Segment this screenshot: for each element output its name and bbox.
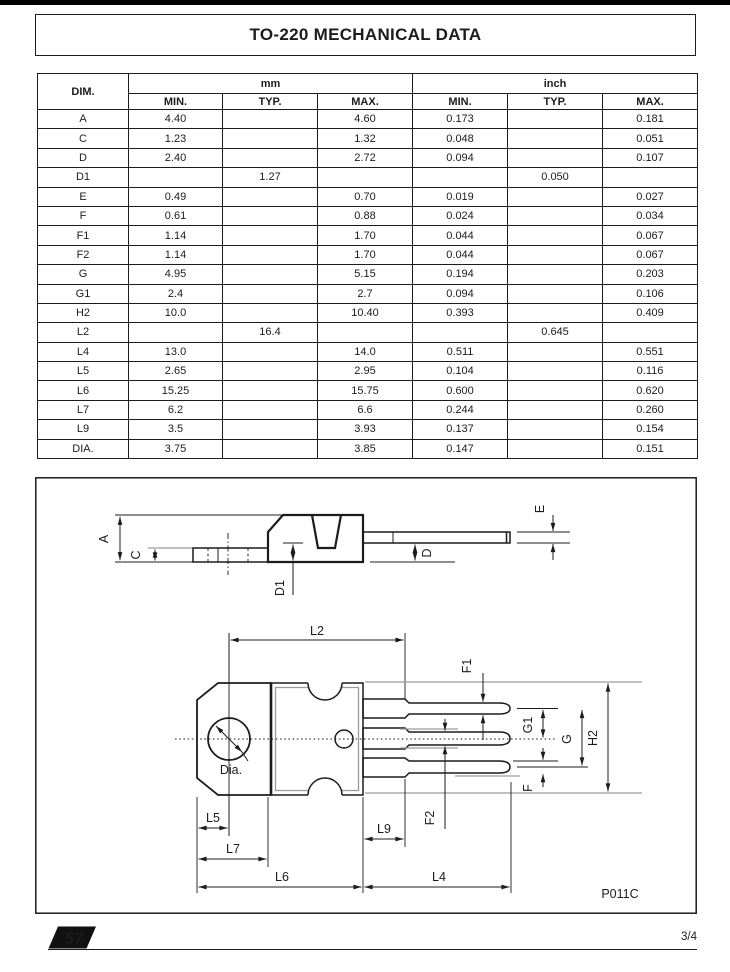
- side-lead: [363, 532, 510, 543]
- dim-label-l4: L4: [432, 870, 446, 884]
- value-cell: [223, 303, 318, 322]
- value-cell: 15.75: [318, 381, 413, 400]
- value-cell: [508, 148, 603, 167]
- value-cell: [223, 226, 318, 245]
- dim-cell: DIA.: [38, 439, 129, 458]
- to220-outline-drawing: [35, 477, 697, 914]
- page-top-border: [0, 0, 730, 5]
- value-cell: 0.051: [603, 129, 698, 148]
- table-row: [38, 303, 698, 322]
- dim-cell: F: [38, 206, 129, 225]
- value-cell: 0.044: [413, 226, 508, 245]
- table-row: [38, 381, 698, 400]
- value-cell: 14.0: [318, 342, 413, 361]
- value-cell: [223, 342, 318, 361]
- table-row: [38, 226, 698, 245]
- value-cell: [508, 245, 603, 264]
- st-logo-glyph: 57: [64, 929, 84, 948]
- dim-label-d: D: [420, 548, 434, 558]
- front-body-inner-line: [276, 688, 359, 791]
- value-cell: 2.95: [318, 362, 413, 381]
- table-row: [38, 323, 698, 342]
- value-cell: [508, 129, 603, 148]
- side-body-notch: [312, 515, 341, 548]
- dim-label-f: F: [521, 784, 535, 792]
- value-cell: 2.4: [129, 284, 223, 303]
- col-header-inch: inch: [413, 74, 698, 94]
- value-cell: [508, 284, 603, 303]
- value-cell: 0.600: [413, 381, 508, 400]
- value-cell: [413, 323, 508, 342]
- value-cell: [223, 129, 318, 148]
- value-cell: [508, 187, 603, 206]
- value-cell: 5.15: [318, 265, 413, 284]
- value-cell: 0.050: [508, 168, 603, 187]
- value-cell: [508, 420, 603, 439]
- dim-cell: L6: [38, 381, 129, 400]
- dim-cell: F2: [38, 245, 129, 264]
- value-cell: 0.151: [603, 439, 698, 458]
- table-row: [38, 206, 698, 225]
- value-cell: [223, 265, 318, 284]
- value-cell: 0.067: [603, 245, 698, 264]
- value-cell: 0.034: [603, 206, 698, 225]
- value-cell: [129, 168, 223, 187]
- dim-label-l9: L9: [377, 822, 391, 836]
- value-cell: 2.72: [318, 148, 413, 167]
- dim-label-h2: H2: [586, 730, 600, 746]
- col-header-min-mm: MIN.: [129, 94, 223, 110]
- front-view: [175, 624, 642, 893]
- dim-label-f2: F2: [423, 810, 437, 826]
- lead-1: [363, 699, 510, 718]
- value-cell: [508, 303, 603, 322]
- value-cell: [603, 323, 698, 342]
- value-cell: 1.32: [318, 129, 413, 148]
- value-cell: 0.137: [413, 420, 508, 439]
- value-cell: 0.244: [413, 400, 508, 419]
- dim-cell: H2: [38, 303, 129, 322]
- value-cell: [223, 110, 318, 129]
- value-cell: [223, 439, 318, 458]
- value-cell: 6.2: [129, 400, 223, 419]
- drawing-reference-code: P011C: [601, 887, 639, 901]
- value-cell: [508, 206, 603, 225]
- value-cell: [508, 439, 603, 458]
- dim-label-c: C: [129, 550, 143, 560]
- value-cell: [223, 148, 318, 167]
- value-cell: [508, 226, 603, 245]
- value-cell: [223, 362, 318, 381]
- value-cell: 2.40: [129, 148, 223, 167]
- value-cell: 10.0: [129, 303, 223, 322]
- mechanical-data-table: [37, 73, 698, 459]
- col-header-typ-mm: TYP.: [223, 94, 318, 110]
- value-cell: 15.25: [129, 381, 223, 400]
- table-row: [38, 265, 698, 284]
- value-cell: 0.116: [603, 362, 698, 381]
- value-cell: 2.65: [129, 362, 223, 381]
- value-cell: 4.95: [129, 265, 223, 284]
- value-cell: 0.49: [129, 187, 223, 206]
- page-title: TO-220 MECHANICAL DATA: [249, 25, 482, 44]
- dim-cell: L5: [38, 362, 129, 381]
- value-cell: 4.40: [129, 110, 223, 129]
- value-cell: [223, 420, 318, 439]
- dim-label-l7: L7: [226, 842, 240, 856]
- table-row: [38, 245, 698, 264]
- value-cell: 1.27: [223, 168, 318, 187]
- table-row: [38, 110, 698, 129]
- value-cell: [318, 323, 413, 342]
- dim-cell: E: [38, 187, 129, 206]
- value-cell: 1.23: [129, 129, 223, 148]
- value-cell: 0.019: [413, 187, 508, 206]
- dim-cell: F1: [38, 226, 129, 245]
- table-row: [38, 129, 698, 148]
- col-header-typ-in: TYP.: [508, 94, 603, 110]
- value-cell: [508, 400, 603, 419]
- value-cell: 13.0: [129, 342, 223, 361]
- value-cell: [129, 323, 223, 342]
- package-drawing: [35, 477, 697, 914]
- table-row: [38, 342, 698, 361]
- value-cell: 0.645: [508, 323, 603, 342]
- value-cell: 0.173: [413, 110, 508, 129]
- value-cell: [508, 362, 603, 381]
- dim-label-dia: Dia.: [219, 763, 243, 777]
- value-cell: 0.409: [603, 303, 698, 322]
- side-tab: [193, 548, 268, 562]
- st-logo-icon: [48, 926, 98, 949]
- value-cell: 0.70: [318, 187, 413, 206]
- side-view: [97, 505, 570, 596]
- value-cell: 0.61: [129, 206, 223, 225]
- value-cell: [223, 284, 318, 303]
- value-cell: [508, 381, 603, 400]
- dim-cell: G1: [38, 284, 129, 303]
- table-row: [38, 168, 698, 187]
- value-cell: 2.7: [318, 284, 413, 303]
- value-cell: 16.4: [223, 323, 318, 342]
- value-cell: 1.14: [129, 226, 223, 245]
- value-cell: [223, 245, 318, 264]
- table-row: [38, 284, 698, 303]
- value-cell: [413, 168, 508, 187]
- col-header-mm: mm: [129, 74, 413, 94]
- footer-rule: [48, 949, 697, 950]
- col-header-dim: DIM.: [38, 74, 129, 110]
- dim-cell: L7: [38, 400, 129, 419]
- value-cell: 1.70: [318, 245, 413, 264]
- dim-label-l5: L5: [206, 811, 220, 825]
- table-row: [38, 400, 698, 419]
- value-cell: [318, 168, 413, 187]
- value-cell: 3.75: [129, 439, 223, 458]
- value-cell: 0.620: [603, 381, 698, 400]
- value-cell: 0.551: [603, 342, 698, 361]
- value-cell: 0.044: [413, 245, 508, 264]
- value-cell: 0.147: [413, 439, 508, 458]
- table-row: [38, 362, 698, 381]
- table-row: [38, 187, 698, 206]
- value-cell: [223, 206, 318, 225]
- dim-label-d1: D1: [273, 580, 287, 596]
- value-cell: [223, 187, 318, 206]
- value-cell: 3.5: [129, 420, 223, 439]
- value-cell: [603, 168, 698, 187]
- dim-label-g1: G1: [521, 716, 535, 734]
- value-cell: 1.14: [129, 245, 223, 264]
- value-cell: 6.6: [318, 400, 413, 419]
- col-header-min-in: MIN.: [413, 94, 508, 110]
- value-cell: 4.60: [318, 110, 413, 129]
- table-body: [38, 110, 698, 459]
- col-header-max-in: MAX.: [603, 94, 698, 110]
- col-header-max-mm: MAX.: [318, 94, 413, 110]
- dim-cell: L9: [38, 420, 129, 439]
- value-cell: 0.88: [318, 206, 413, 225]
- dim-label-f1: F1: [460, 658, 474, 674]
- value-cell: 1.70: [318, 226, 413, 245]
- value-cell: [223, 400, 318, 419]
- title-box: [35, 14, 696, 56]
- dim-label-e: E: [533, 504, 547, 514]
- value-cell: 0.194: [413, 265, 508, 284]
- value-cell: 0.203: [603, 265, 698, 284]
- dim-label-g: G: [560, 734, 574, 744]
- value-cell: [223, 381, 318, 400]
- dim-cell: D1: [38, 168, 129, 187]
- value-cell: 0.511: [413, 342, 508, 361]
- value-cell: 10.40: [318, 303, 413, 322]
- lead-3: [363, 758, 510, 777]
- value-cell: [508, 342, 603, 361]
- value-cell: 0.393: [413, 303, 508, 322]
- value-cell: 0.094: [413, 284, 508, 303]
- value-cell: [508, 110, 603, 129]
- dim-cell: L4: [38, 342, 129, 361]
- table-row: [38, 420, 698, 439]
- dim-label-l6: L6: [275, 870, 289, 884]
- value-cell: 0.027: [603, 187, 698, 206]
- value-cell: 0.048: [413, 129, 508, 148]
- value-cell: 0.260: [603, 400, 698, 419]
- table-row: [38, 148, 698, 167]
- dim-cell: C: [38, 129, 129, 148]
- page-number: 3/4: [681, 931, 697, 943]
- value-cell: 0.154: [603, 420, 698, 439]
- value-cell: 3.93: [318, 420, 413, 439]
- value-cell: [508, 265, 603, 284]
- value-cell: 3.85: [318, 439, 413, 458]
- dim-label-a: A: [97, 534, 111, 544]
- value-cell: 0.104: [413, 362, 508, 381]
- dim-cell: A: [38, 110, 129, 129]
- value-cell: 0.107: [603, 148, 698, 167]
- value-cell: 0.024: [413, 206, 508, 225]
- value-cell: 0.067: [603, 226, 698, 245]
- dim-cell: L2: [38, 323, 129, 342]
- dim-cell: D: [38, 148, 129, 167]
- value-cell: 0.181: [603, 110, 698, 129]
- value-cell: 0.094: [413, 148, 508, 167]
- dim-label-l2: L2: [310, 624, 324, 638]
- dim-cell: G: [38, 265, 129, 284]
- value-cell: 0.106: [603, 284, 698, 303]
- table-row: [38, 439, 698, 458]
